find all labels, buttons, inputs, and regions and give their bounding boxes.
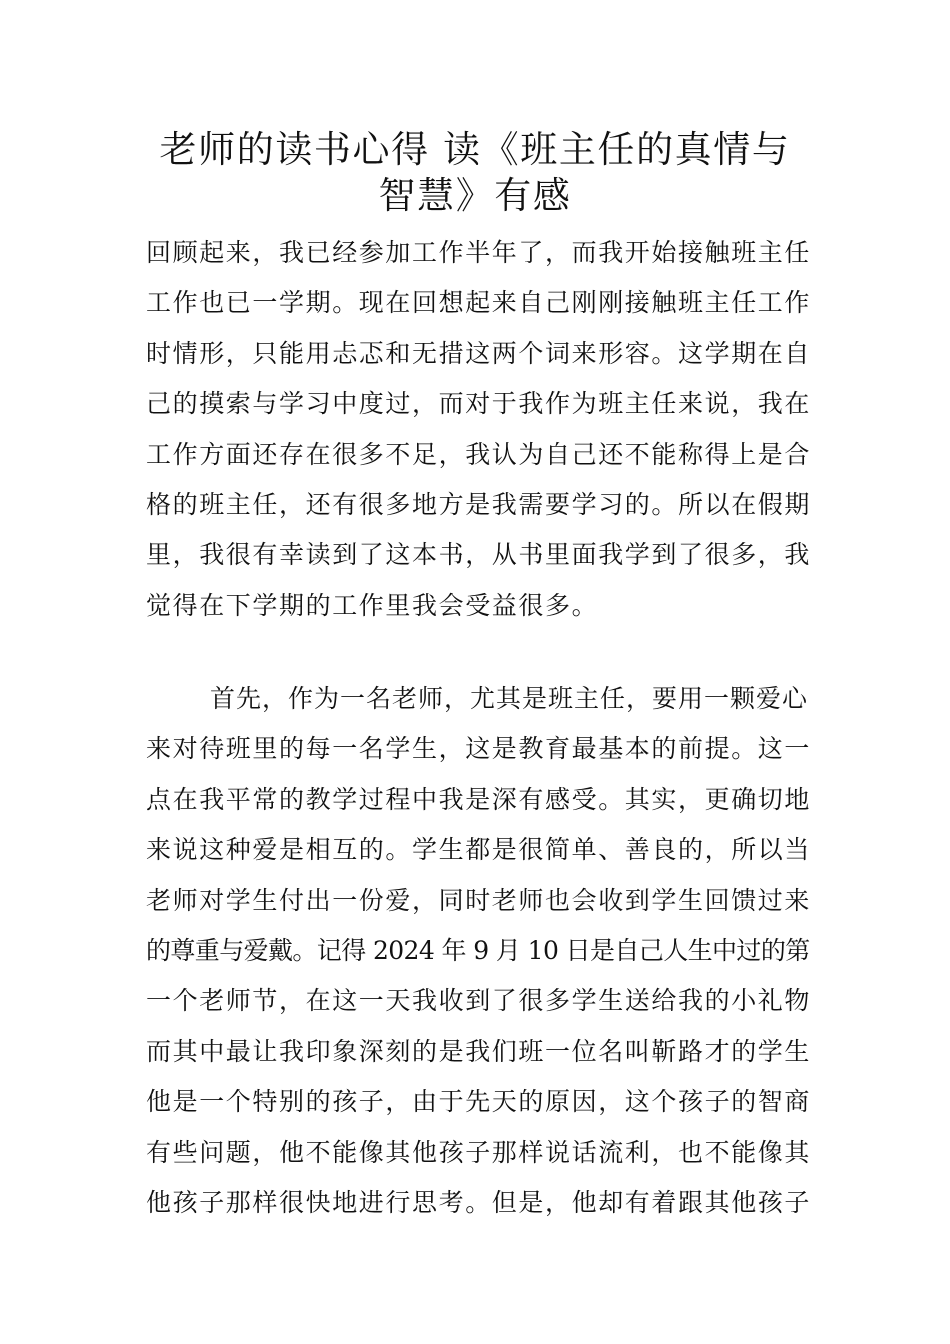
paragraph-line: 格的班主任，还有很多地方是我需要学习的。所以在假期	[146, 490, 812, 520]
paragraph-line: 里，我很有幸读到了这本书，从书里面我学到了很多，我	[146, 540, 812, 570]
title-line-1: 老师的读书心得 读《班主任的真情与	[159, 128, 791, 171]
paragraph-line: 工作也已一学期。现在回想起来自己刚刚接触班主任工作	[146, 288, 812, 318]
paragraph-line: 首先，作为一名老师，尤其是班主任，要用一颗爱心	[210, 684, 809, 713]
paragraph-line: 回顾起来，我已经参加工作半年了，而我开始接触班主任	[146, 238, 812, 267]
paragraph-line: 老师对学生付出一份爱，同时老师也会收到学生回馈过来	[146, 885, 812, 915]
paragraph-line: 工作方面还存在很多不足，我认为自己还不能称得上是合	[146, 439, 812, 469]
paragraph-line: 点在我平常的教学过程中我是深有感受。其实，更确切地	[146, 784, 812, 814]
paragraph-line: 而其中最让我印象深刻的是我们班一位名叫靳路才的学生	[146, 1036, 812, 1066]
paragraph-line: 觉得在下学期的工作里我会受益很多。	[146, 590, 599, 620]
paragraph-1	[146, 228, 812, 631]
document-title	[140, 127, 810, 219]
paragraph-line: 他孩子那样很快地进行思考。但是，他却有着跟其他孩子	[146, 1188, 812, 1218]
paragraph-line: 他是一个特别的孩子，由于先天的原因，这个孩子的智商	[146, 1087, 812, 1117]
paragraph-line: 的尊重与爱戴。记得 2024 年 9 月 10 日是自己人生中过的第	[146, 936, 810, 966]
title-line-2: 智慧》有感	[378, 174, 572, 217]
paragraph-line: 来对待班里的每一名学生，这是教育最基本的前提。这一	[146, 734, 812, 764]
paragraph-line: 时情形，只能用忐忑和无措这两个词来形容。这学期在自	[146, 338, 812, 368]
paragraph-line: 有些问题，他不能像其他孩子那样说话流利，也不能像其	[146, 1137, 812, 1167]
paragraph-2	[146, 674, 812, 1228]
paragraph-line: 己的摸索与学习中度过，而对于我作为班主任来说，我在	[146, 389, 812, 419]
paragraph-line: 一个老师节，在这一天我收到了很多学生送给我的小礼物	[146, 986, 812, 1016]
paragraph-line: 来说这种爱是相互的。学生都是很简单、善良的，所以当	[146, 835, 812, 865]
